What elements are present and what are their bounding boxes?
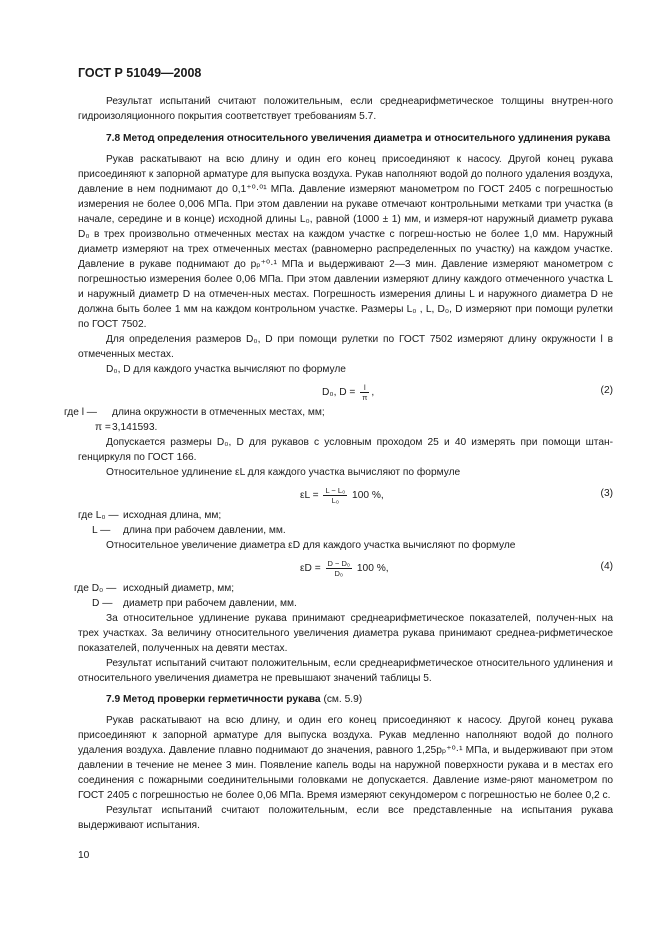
formula-3-fraction <box>323 486 347 505</box>
paragraph-result-3: Результат испытаний считают положительным, если все представленные на испытания рукава выдерживают испытания. <box>78 805 613 831</box>
formula-3-tail: 100 %, <box>352 490 384 502</box>
formula-2 <box>78 380 613 402</box>
where-d0-desc: исходный диаметр, мм; <box>123 583 235 594</box>
paragraph-formula-2-intro: D₀, D для каждого участка вычисляют по формуле <box>106 364 346 375</box>
where-D-desc: диаметр при рабочем давлении, мм. <box>123 598 297 609</box>
paragraph-result-1: Результат испытаний считают положительным, если среднеарифметическое толщины внутрен-ного гидроизоляционного покрытия соответствует требованиям 5.7. <box>78 96 613 122</box>
where-pi <box>78 420 613 435</box>
formula-4-number: (4) <box>600 561 613 572</box>
paragraph-7-9-procedure: Рукав раскатывают на всю длину, и один его конец присоединяют к насосу. Другой конец рукава присоединяют к запорной арматуре для выпуска воздуха. Рукав медленно наполняют водой до полного удаления воздуха. Давление плавно поднимают до значения, равного 1,25pₚ⁺⁰·¹ МПа, и выдерживают при этом давлении в течение не менее 3 мин. Появление капель воды на наружной поверхности рукава и в местах его соединения с пожарными соединительными головками не допускается. Давление изме-ряют манометром по ГОСТ 2405 с погрешностью не более 0,06 МПа. Время измеряют секундомером с погрешностью не более 0,2 с. <box>78 715 613 801</box>
formula-3 <box>78 483 613 505</box>
formula-2-lhs: D₀, D = <box>322 387 356 399</box>
formula-4-tail: 100 %, <box>356 563 389 575</box>
where-l0-symbol: где L₀ — <box>78 510 119 521</box>
paragraph-caliper: Допускается размеры D₀, D для рукавов с условным проходом 25 и 40 измерять при помощи штан-генциркуля по ГОСТ 166. <box>78 437 613 463</box>
paragraph-result-2: Результат испытаний считают положительным, если среднеарифметическое относительного удлинения и относительного увеличения диаметра не превышают значений таблицы 5. <box>78 658 613 684</box>
where-l-symbol: где l — <box>64 407 97 418</box>
formula-4-fraction <box>326 559 353 578</box>
where-L <box>78 523 613 538</box>
where-L-symbol: L — <box>92 525 111 536</box>
section-7-8-title: 7.8 Метод определения относительного увеличения диаметра и относительного удлинения рукава <box>106 133 611 144</box>
formula-2-fraction <box>360 383 369 402</box>
where-l-desc: длина окружности в отмеченных местах, мм; <box>112 407 325 418</box>
where-pi-symbol: π = <box>95 422 111 433</box>
formula-3-lhs: εL = <box>300 490 319 502</box>
paragraph-averaging: За относительное удлинение рукава принимают среднеарифметическое показателей, получен-ных на трех участках. За величину относительного увеличения диаметра рукава принимают среднеа-рифметическое показателей, полученных на девяти местах. <box>78 613 613 654</box>
formula-4-numerator: D − D₀ <box>327 559 351 568</box>
formula-4 <box>78 556 613 578</box>
where-d0 <box>74 581 613 596</box>
section-7-9-title-text: 7.9 Метод проверки герметичности рукава <box>106 694 321 705</box>
where-D-symbol: D — <box>92 598 113 609</box>
where-L-desc: длина при рабочем давлении, мм. <box>123 525 286 536</box>
document-header: ГОСТ Р 51049—2008 <box>78 66 202 80</box>
formula-3-numerator: L − L₀ <box>325 486 346 495</box>
paragraph-7-8-procedure: Рукав раскатывают на всю длину и один его конец присоединяют к насосу. Другой конец рукава присоединяют к запорной арматуре для выпуска воздуха. Рукав наполняют водой до полного удаления воздуха, давление в нем поднимают до 0,1⁺⁰·⁰¹ МПа. Давление измеряют манометром по ГОСТ 2405 с погрешностью измерения не более 0,006 МПа. При этом давлении на рукаве отмечают контрольными метками три участка (в начале, середине и в конце) исходной длины L₀, равной (1000 ± 1) мм, и измеря-ют наружный диаметр рукава D₀ в трех произвольно отмеченных местах на каждом участке с погреш-ностью не более 1,0 мм. Наружный диаметр измеряют на трех отмеченных местах (равномерно распределенных по участку) на каждом участке. Давление в рукаве поднимают до pₚ⁺⁰·¹ МПа и выдерживают 2—3 мин. Давление измеряют манометром с погрешностью измерения более 0,06 МПа. При этом давлении измеряют длину каждого отмеченного участка L и наружный диаметр D на отмечен-ных местах. Погрешность измерения длины L и наружного диаметра D не должна быть более 1 мм на каждом контрольном участке. Размеры L₀ , L, D₀, D измеряют при помощи рулетки по ГОСТ 7502. <box>78 154 613 330</box>
paragraph-circumference: Для определения размеров D₀, D при помощи рулетки по ГОСТ 7502 измеряют длину окружности l в отмеченных местах. <box>78 334 613 360</box>
formula-2-numerator: l <box>360 383 369 393</box>
formula-3-denominator: L₀ <box>331 496 339 505</box>
formula-4-lhs: εD = <box>300 563 321 575</box>
where-pi-value: 3,141593. <box>112 422 158 433</box>
where-l0-desc: исходная длина, мм; <box>123 510 222 521</box>
where-l <box>64 405 613 420</box>
document-body <box>64 94 613 833</box>
formula-2-tail: , <box>371 387 375 399</box>
where-l0 <box>78 508 613 523</box>
where-D <box>78 596 613 611</box>
formula-2-number: (2) <box>600 385 613 396</box>
section-7-9-title <box>78 692 613 707</box>
formula-4-denominator: D₀ <box>334 569 344 578</box>
paragraph-formula-4-intro: Относительное увеличение диаметра εD для каждого участка вычисляют по формуле <box>106 540 516 551</box>
paragraph-formula-3-intro: Относительное удлинение εL для каждого участка вычисляют по формуле <box>106 467 461 478</box>
formula-2-denominator: π <box>362 393 368 402</box>
page-number: 10 <box>78 850 90 861</box>
where-d0-symbol: где D₀ — <box>74 583 117 594</box>
section-7-9-ref: (см. 5.9) <box>323 694 363 705</box>
formula-3-number: (3) <box>600 488 613 499</box>
